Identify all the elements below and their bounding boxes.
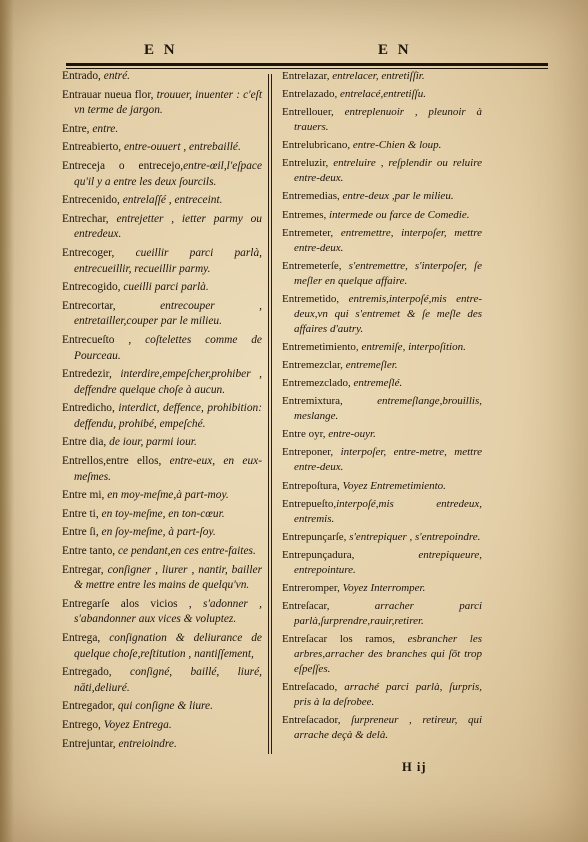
dictionary-entry bbox=[282, 548, 482, 578]
dictionary-entry bbox=[282, 259, 482, 289]
entry-headword: Entrepoſtura, bbox=[282, 479, 343, 492]
entry-definition: entré. bbox=[103, 70, 131, 82]
entry-headword: Entremeterſe, bbox=[282, 259, 349, 272]
dictionary-entry bbox=[282, 581, 482, 596]
dictionary-entry bbox=[62, 69, 262, 85]
entry-headword: Entremetimiento, bbox=[282, 341, 362, 353]
column-divider bbox=[268, 74, 269, 754]
entry-headword: Entre ſi, bbox=[62, 526, 102, 539]
dictionary-entry bbox=[282, 156, 482, 186]
entry-headword: Entrechar, bbox=[62, 212, 117, 225]
dictionary-entry bbox=[62, 699, 262, 715]
dictionary-entry bbox=[62, 367, 262, 398]
entry-definition: en moy-meſme,à part-moy. bbox=[107, 489, 229, 502]
running-head-left: E N bbox=[144, 42, 178, 58]
dictionary-entry bbox=[62, 435, 262, 451]
entry-headword: Entrelubricano, bbox=[282, 139, 353, 152]
entry-definition: en toy-meſme, en ton-cœur. bbox=[101, 507, 225, 520]
dictionary-entry bbox=[282, 497, 482, 527]
entry-definition: interpoſer, entre-metre, mettre entre-deux. bbox=[294, 446, 482, 474]
entry-headword: Entreſacar, bbox=[282, 599, 375, 612]
entry-definition: en ſoy-meſme, à part-ſoy. bbox=[101, 526, 216, 539]
entry-headword: Entrecortar, bbox=[62, 299, 161, 312]
dictionary-entry bbox=[282, 105, 482, 135]
entry-definition: s'adonner , s'abandonner aux vices & voluptez. bbox=[74, 597, 262, 626]
entry-definition: trouuer, inuenter : c'eſt vn terme de jargon. bbox=[74, 88, 262, 117]
entry-headword: Entrepueſto, bbox=[282, 497, 337, 510]
dictionary-entry bbox=[282, 427, 482, 442]
entry-definition: entre-ouuert , entrebaillé. bbox=[124, 141, 241, 154]
entry-definition: interdict, deffence, prohibition: deffendu, prohibé, empeſché. bbox=[74, 402, 263, 430]
entry-headword: Entrepunçadura, bbox=[282, 548, 419, 561]
entry-headword: Entremes, bbox=[282, 208, 330, 221]
dictionary-entry bbox=[282, 138, 482, 153]
dictionary-entry bbox=[62, 122, 262, 138]
entry-headword: Entrepunçarſe, bbox=[282, 530, 350, 543]
entry-definition: conſigné, baillé, liuré, nāti,deliuré. bbox=[74, 666, 262, 694]
dictionary-entry bbox=[282, 632, 482, 677]
entry-headword: Entreſacado, bbox=[282, 681, 345, 694]
entry-headword: Entrauar nueua flor, bbox=[62, 88, 157, 101]
entry-headword: Entregador, bbox=[62, 700, 118, 713]
entry-headword: Entre dia, bbox=[62, 436, 110, 449]
entry-definition: arracher parci parlà,ſurprendre,rauir,retirer. bbox=[294, 599, 483, 627]
entry-definition: s'entremettre, s'interpoſer, ſe meſler en quelque affaire. bbox=[294, 259, 482, 287]
entry-headword: Entreceja o entrecejo, bbox=[62, 159, 184, 172]
dictionary-entry bbox=[282, 479, 482, 494]
entry-definition: conſigner , liurer , nantir, bailler & mettre entre les mains de quelqu'vn. bbox=[74, 563, 263, 592]
entry-headword: Entrecoger, bbox=[62, 246, 136, 259]
dictionary-entry bbox=[282, 292, 482, 337]
entry-definition: interdire,empeſcher,prohiber , deffendre quelque choſe à aucun. bbox=[74, 368, 263, 396]
dictionary-entry bbox=[282, 69, 482, 84]
entry-definition: entrelacer, entretiſſir. bbox=[332, 70, 425, 82]
entry-headword: Entre ti, bbox=[62, 507, 102, 520]
right-column bbox=[282, 69, 482, 744]
entry-headword: Entredicho, bbox=[62, 402, 119, 415]
entry-definition: entremeſler. bbox=[345, 359, 398, 372]
entry-definition: entre-Chien & loup. bbox=[352, 139, 442, 152]
entry-headword: Entre tanto, bbox=[62, 545, 118, 558]
entry-headword: Entreabierto, bbox=[62, 141, 124, 154]
entry-headword: Entrellouer, bbox=[282, 106, 345, 119]
signature-mark: H ij bbox=[402, 760, 427, 774]
dictionary-entry bbox=[62, 525, 262, 541]
dictionary-entry bbox=[62, 488, 262, 504]
entry-headword: Entremezclado, bbox=[282, 377, 354, 390]
dictionary-entry bbox=[62, 333, 262, 364]
entry-definition: Voyez Interromper. bbox=[342, 581, 426, 594]
entry-headword: Entreromper, bbox=[282, 581, 343, 594]
entry-headword: Entrecogido, bbox=[62, 281, 124, 294]
entry-definition: entre. bbox=[92, 122, 119, 135]
dictionary-entry bbox=[282, 530, 482, 545]
entry-definition: ce pendant,en ces entre-faites. bbox=[118, 545, 256, 558]
entry-definition: ſurpreneur , retireur, qui arrache deçà & delà. bbox=[294, 714, 482, 742]
entry-definition: entre-eux, en eux-meſmes. bbox=[74, 455, 262, 483]
entry-definition: entremeſlange,brouillis, meslange. bbox=[294, 395, 482, 423]
entry-headword: Entregarſe alos vicios , bbox=[62, 597, 204, 610]
entry-definition: intermede ou farce de Comedie. bbox=[329, 208, 470, 221]
dictionary-entry bbox=[282, 226, 482, 256]
entry-headword: Entrego, bbox=[62, 718, 104, 731]
dictionary-entry bbox=[282, 599, 482, 629]
entry-definition: entrelacé,entretiſſu. bbox=[340, 88, 426, 101]
entry-definition: entremettre, interpoſer, mettre entre-deux. bbox=[294, 226, 482, 254]
entry-definition: cueillir parci parlà, entrecueillir, recueillir parmy. bbox=[74, 246, 263, 275]
dictionary-entry bbox=[62, 193, 262, 209]
dictionary-entry bbox=[62, 544, 262, 560]
entry-headword: Entremeter, bbox=[282, 226, 341, 239]
entry-definition: Voyez Entremetimiento. bbox=[342, 479, 446, 492]
entry-definition: de iour, parmi iour. bbox=[109, 436, 197, 449]
entry-headword: Entrellos,entre ellos, bbox=[62, 455, 170, 468]
entry-definition: entre-ouyr. bbox=[328, 428, 376, 441]
entry-definition: entreplenuoir , pleunoir à trauers. bbox=[294, 106, 482, 134]
dictionary-entry bbox=[62, 246, 262, 277]
entry-definition: entreioindre. bbox=[118, 737, 177, 750]
entry-definition: esbrancher les arbres,arracher des branches qui ſōt trop eſpeſſes. bbox=[294, 633, 482, 676]
entry-definition: arraché parci parlà, ſurpris, pris à la deſrobee. bbox=[294, 681, 482, 709]
dictionary-entry bbox=[282, 189, 482, 204]
entry-definition: qui conſigne & liure. bbox=[117, 700, 213, 713]
dictionary-entry bbox=[62, 280, 262, 296]
dictionary-entry bbox=[282, 208, 482, 223]
entry-headword: Entreſacador, bbox=[282, 714, 352, 727]
dictionary-entry bbox=[62, 140, 262, 156]
page-gutter-shadow bbox=[0, 0, 14, 842]
dictionary-entry bbox=[62, 507, 262, 523]
entry-headword: Entrado, bbox=[62, 70, 104, 82]
entry-definition: coſtelettes comme de Pourceau. bbox=[74, 333, 262, 362]
entry-headword: Entremedias, bbox=[282, 190, 343, 203]
entry-definition: entre-deux ,par le milieu. bbox=[342, 190, 454, 203]
entry-definition: entremeſlé. bbox=[353, 377, 403, 390]
entry-headword: Entredezir, bbox=[62, 368, 121, 381]
entry-definition: s'entrepiquer , s'entrepoindre. bbox=[349, 530, 481, 543]
entry-definition: entre-œil,l'eſpace qu'il y a entre les deux ſourcils. bbox=[74, 159, 262, 188]
entry-headword: Entrejuntar, bbox=[62, 737, 119, 750]
dictionary-entry bbox=[62, 665, 262, 696]
entry-headword: Entre oyr, bbox=[282, 428, 329, 441]
dictionary-entry bbox=[62, 88, 262, 119]
dictionary-entry bbox=[62, 454, 262, 485]
column-divider-double bbox=[271, 74, 272, 754]
running-head-right: E N bbox=[378, 42, 412, 58]
dictionary-entry bbox=[62, 299, 262, 330]
entry-headword: Entre mi, bbox=[62, 489, 108, 502]
dictionary-entry bbox=[282, 87, 482, 102]
entry-headword: Entrelazado, bbox=[282, 88, 341, 101]
entry-headword: Entrecenido, bbox=[62, 194, 123, 207]
entry-definition: cueilli parci parlà. bbox=[123, 281, 209, 294]
entry-definition: entremiſe, interpoſition. bbox=[361, 341, 466, 353]
dictionary-entry bbox=[282, 680, 482, 710]
entry-headword: Entrecueſto , bbox=[62, 333, 146, 346]
entry-headword: Entregado, bbox=[62, 666, 131, 679]
entry-definition: interpoſé,mis entredeux, entremis. bbox=[294, 497, 482, 525]
entry-definition: entrelaſſé , entreceint. bbox=[122, 194, 223, 207]
dictionary-entry bbox=[282, 445, 482, 475]
dictionary-entry bbox=[62, 212, 262, 243]
entry-headword: Entreponer, bbox=[282, 446, 341, 459]
left-column bbox=[62, 69, 262, 752]
entry-headword: Entremezclar, bbox=[282, 359, 346, 372]
entry-definition: entremis,interpoſé,mis entre-deux,vn qui s'entremet & ſe meſle des affaires d'autry. bbox=[294, 292, 483, 335]
dictionary-entry bbox=[62, 159, 262, 190]
dictionary-entry bbox=[282, 713, 482, 743]
header-rule-thick bbox=[66, 63, 548, 66]
entry-headword: Entre, bbox=[62, 122, 93, 135]
entry-headword: Entregar, bbox=[62, 563, 108, 576]
dictionary-entry bbox=[282, 340, 482, 355]
entry-headword: Entrelazar, bbox=[282, 70, 333, 82]
entry-headword: Entreluzir, bbox=[282, 157, 334, 170]
dictionary-entry bbox=[62, 718, 262, 734]
dictionary-entry bbox=[62, 737, 262, 753]
dictionary-entry bbox=[282, 376, 482, 391]
entry-definition: entreluire , reſplendir ou reluire entre-deux. bbox=[294, 157, 482, 185]
dictionary-entry bbox=[282, 358, 482, 373]
dictionary-entry bbox=[62, 597, 262, 628]
entry-definition: conſignation & deliurance de quelque choſe,reſtitution , nantiſſement, bbox=[74, 632, 262, 660]
entry-headword: Entreſacar los ramos, bbox=[282, 633, 408, 646]
dictionary-entry bbox=[62, 401, 262, 432]
entry-definition: entrecouper , entretailler,couper par le milieu. bbox=[74, 299, 262, 328]
dictionary-entry bbox=[282, 394, 482, 424]
entry-definition: Voyez Entrega. bbox=[103, 718, 172, 731]
dictionary-entry bbox=[62, 631, 262, 662]
dictionary-entry bbox=[62, 563, 262, 594]
entry-headword: Entrega, bbox=[62, 632, 110, 644]
entry-headword: Entremetido, bbox=[282, 292, 349, 305]
entry-definition: entrepiqueure, entrepointure. bbox=[294, 548, 482, 576]
entry-headword: Entremixtura, bbox=[282, 395, 378, 408]
entry-definition: entrejetter , ietter parmy ou entredeux. bbox=[74, 212, 262, 241]
